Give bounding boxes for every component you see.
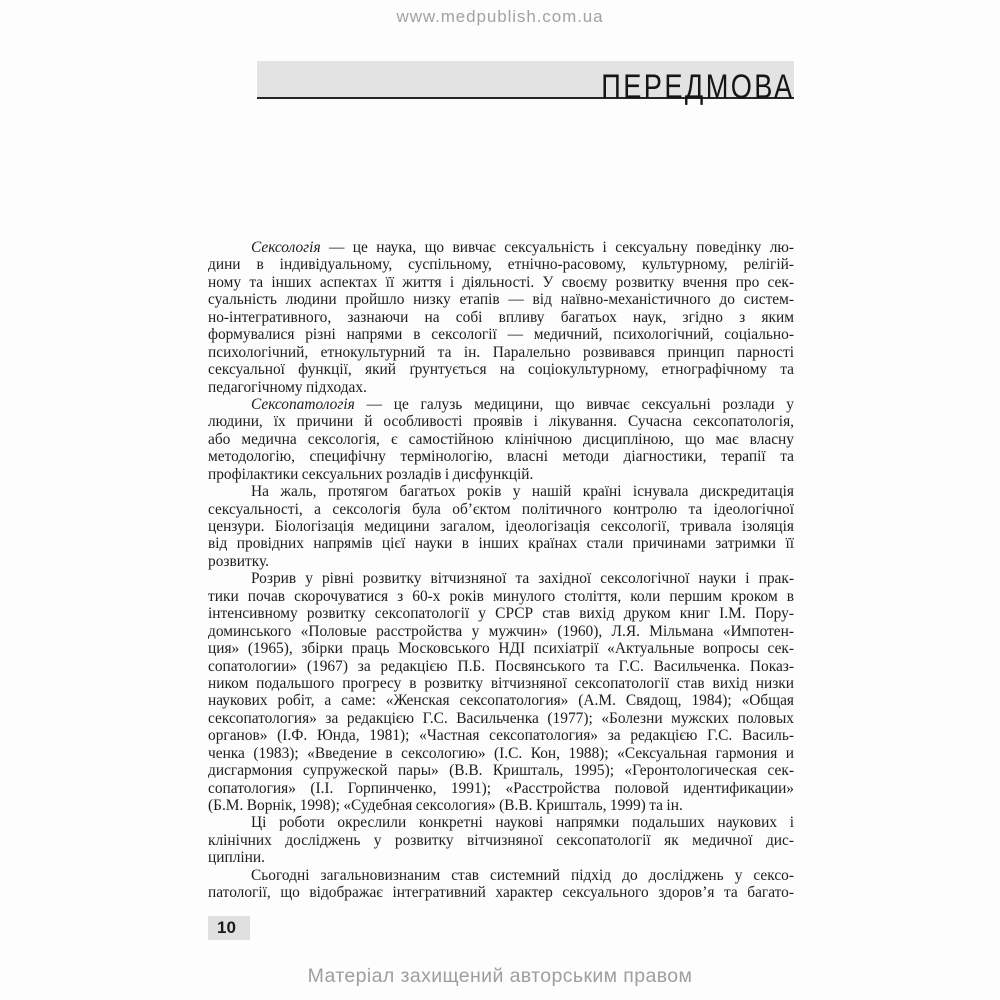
text-line: сексуальності, а сексологія була об’єктом політичного контролю та ідеологічної — [208, 500, 794, 518]
text-line: формувалися різні напрями в сексології — медичний, психологічний, соціально- — [208, 326, 794, 344]
text-line: педагогічному підходах. — [208, 378, 367, 396]
text-line: Розрив у рівні розвитку вітчизняної та західної сексологічної науки і прак- — [251, 570, 794, 588]
text-line: суальність людини пройшло низку етапів — від наївно-механістичного до систем- — [208, 291, 794, 309]
text-line: сексуальної функції, який ґрунтується на соціокультурному, етнографічному та — [208, 361, 794, 379]
text-line: або медична сексологія, є самостійною клінічною дисципліною, що має власну — [208, 430, 794, 448]
text-line: органов» (І.Ф. Юнда, 1981); «Частная сексопатология» за редакцією Г.С. Василь- — [208, 727, 794, 745]
text-line: (Б.М. Ворнік, 1998); «Судебная сексология» (В.В. Кришталь, 1999) та ін. — [208, 797, 683, 814]
text-line: сопатологии» (1967) за редакцією П.Б. Посвянського та Г.С. Васильченка. Показ- — [208, 657, 794, 675]
text-line: На жаль, протягом багатьох років у нашій країні існувала дискредитація — [251, 483, 794, 501]
text-line: тики почав скорочуватися з 60-х років минулого століття, коли першим кроком в — [208, 587, 794, 605]
term-italic: Сексопатологія — [251, 395, 355, 413]
text-line: сопатология» (І.І. Горпинченко, 1991); «Расстройства половой идентификации» — [208, 779, 794, 797]
text-line: ником подальшого прогресу в розвитку вітчизняної сексопатології став вихід низки — [208, 674, 794, 692]
page-number: 10 — [208, 916, 250, 940]
text-line: наукових робіт, а саме: «Женская сексопатология» (А.М. Свядощ, 1984); «Общая — [208, 692, 794, 710]
text-line: патології, що відображає інтегративний характер сексуального здоров’я та багато- — [208, 884, 794, 902]
text-line: психологічний, етнокультурний та ін. Паралельно розвивався принцип парності — [208, 343, 794, 361]
body-text — [208, 239, 794, 902]
text-line: людини, їх причини й особливості проявів і лікування. Сучасна сексопатологія, — [208, 413, 794, 431]
text-line: дисгармония супружеской пары» (В.В. Кришталь, 1995); «Геронтологическая сек- — [208, 762, 794, 780]
chapter-title: ПЕРЕДМОВА — [600, 68, 794, 106]
text-line: інтенсивному розвитку сексопатології у СРСР став вихід друком книг І.М. Пору- — [208, 605, 794, 623]
text-line: Сексологія — це наука, що вивчає сексуальність і сексуальну поведінку лю- — [251, 239, 794, 256]
watermark-url: www.medpublish.com.ua — [396, 7, 604, 26]
chapter-header-bar — [257, 61, 794, 106]
text-line: но-інтегративного, зазнаючи на собі впливу багатьох наук, згідно з яким — [208, 308, 794, 326]
text-line: ципліни. — [208, 849, 265, 867]
text-line: клінічних досліджень у розвитку вітчизняної сексопатології як медичної дис- — [208, 831, 794, 849]
text-line: доминського «Половые расстройства у мужчин» (1960), Л.Я. Мільмана «Импотен- — [208, 622, 794, 640]
text-line: Сексопатологія — це галузь медицини, що вивчає сексуальні розлади у — [251, 395, 794, 413]
text-line: сексопатология» за редакцією Г.С. Васильченка (1977); «Болезни мужских половых — [208, 709, 794, 727]
text-line: дини в індивідуальному, суспільному, етнічно-расовому, культурному, релігій- — [208, 256, 794, 274]
copyright-watermark: Матеріал захищений авторським правом — [307, 965, 693, 987]
text-line: профілактики сексуальних розладів і дисфункцій. — [208, 465, 534, 483]
term-italic: Сексологія — [251, 239, 321, 256]
text-line: методологію, специфічну термінологію, власні методи діагностики, терапії та — [208, 448, 794, 466]
text-line: цензури. Біологізація медицини загалом, ідеологізація сексології, тривала ізоляція — [208, 518, 794, 535]
text-line: розвитку. — [208, 552, 269, 570]
text-line: від провідних напрямів цієї науки в інших країнах стали причинами затримки її — [208, 535, 794, 553]
text-line: ция» (1965), збірки праць Московського НДІ психіатрії «Актуальные вопросы сек- — [208, 640, 794, 658]
text-line: Сьогодні загальновизнаним став системний підхід до досліджень у сексо- — [251, 866, 794, 884]
text-line: ченка (1983); «Введение в сексологию» (І.С. Кон, 1988); «Сексуальная гармония и — [208, 744, 794, 762]
text-line: Ці роботи окреслили конкретні наукові напрямки подальших наукових і — [251, 814, 794, 832]
text-line: ному та інших аспектах її життя і діяльності. У своєму розвитку вчення про сек- — [208, 273, 794, 291]
